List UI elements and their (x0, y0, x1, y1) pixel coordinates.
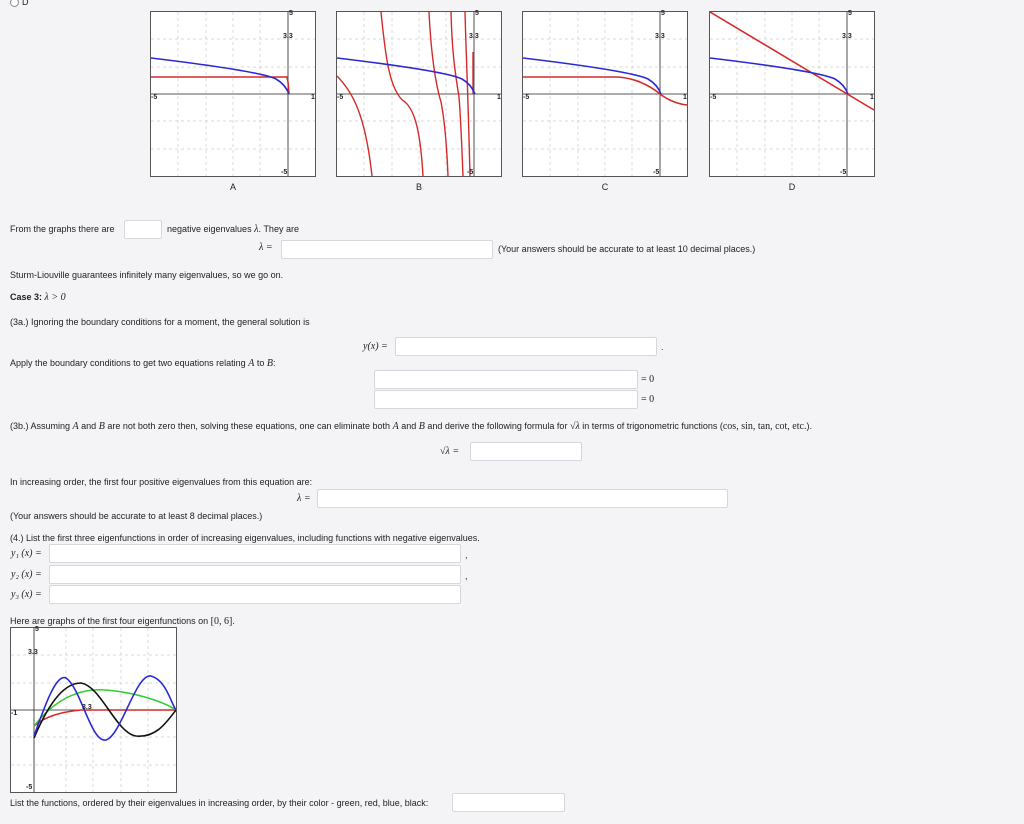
neg-lambda-eq: λ = (259, 242, 273, 253)
bc-equation-1-zero: = 0 (641, 374, 655, 385)
neg-suffix-text: negative eigenvalues (167, 224, 252, 234)
graph-b-label: B (415, 182, 422, 192)
graph-d-ymin: -5 (840, 169, 847, 176)
graph-d (709, 11, 875, 177)
eigenfunction-graph (10, 627, 177, 793)
q3b-t2: are not both zero then, solving these equations, one can eliminate both (107, 421, 391, 431)
sqrt-lambda-input[interactable] (470, 442, 582, 461)
graph-c-label: C (601, 182, 609, 192)
general-solution-period: . (661, 342, 664, 352)
positive-lambda-eq: λ = (297, 493, 311, 504)
bc-equation-2-zero: = 0 (641, 394, 655, 405)
q3b-and2: and (401, 421, 417, 431)
increasing-order-text: In increasing order, the first four positive eigenvalues from this equation are: (10, 477, 313, 487)
q3b-t3: and derive the following formula for (427, 421, 568, 431)
eig-graph-xmin: -1 (11, 710, 18, 717)
y2-comma: , (465, 571, 468, 581)
y1-comma: , (465, 550, 468, 560)
y3-label: y₃ (x) = (11, 589, 42, 600)
option-d-radio[interactable] (10, 0, 19, 7)
accuracy-8-note: (Your answers should be accurate to at least 8 decimal places.) (10, 511, 263, 521)
graph-d-label: D (788, 182, 796, 192)
eig-graph-marker: 3.3 (28, 649, 38, 656)
q3b-and: and (81, 421, 97, 431)
graph-b-marker: 3.3 (469, 33, 479, 40)
graph-c-xmin: -5 (523, 94, 530, 101)
graph-a-ymax: 5 (289, 10, 293, 17)
y2-input[interactable] (49, 565, 461, 584)
y-eq-label: y(x) = (363, 341, 388, 352)
graph-a-marker: 3.3 (283, 33, 293, 40)
neg-count-prefix: From the graphs there are (10, 224, 115, 234)
neg-lambda-input[interactable] (281, 240, 493, 259)
graph-a-ymin: -5 (281, 169, 288, 176)
list-colors-text: List the functions, ordered by their eigenvalues in increasing order, by their color - green, red, blue, black: (10, 798, 429, 808)
graph-c-xmax: 1 (683, 94, 687, 101)
graph-b-xmin: -5 (337, 94, 344, 101)
graph-a-xmin: -5 (151, 94, 158, 101)
graph-d-xmax: 1 (870, 94, 874, 101)
neg-count-suffix (167, 224, 299, 235)
graph-c-ymax: 5 (661, 10, 665, 17)
graph-d-xmin: -5 (710, 94, 717, 101)
sqrt-lambda-eq: √λ = (440, 446, 460, 457)
graph-b-xmax: 1 (497, 94, 501, 101)
graph-d-ymax: 5 (848, 10, 852, 17)
bc-equation-1-input[interactable] (374, 370, 638, 389)
positive-eigenvalues-input[interactable] (317, 489, 728, 508)
apply-bc-to: to (256, 358, 265, 368)
graph-c-marker: 3.3 (655, 33, 665, 40)
q4-text: (4.) List the first three eigenfunctions in order of increasing eigenvalues, including functions with negative eigenvalues. (10, 533, 480, 543)
graph-a-xmax: 1 (311, 94, 315, 101)
graph-a (150, 11, 316, 177)
q3b-a: A (72, 421, 79, 432)
neg-they-are: . They are (258, 224, 299, 234)
graph-b-ymax: 5 (475, 10, 479, 17)
q3b-b: B (98, 421, 105, 432)
q3b-sqrt: √λ (569, 421, 580, 432)
here-text: Here are graphs of the first four eigenfunctions on (10, 616, 209, 626)
sturm-text: Sturm-Liouville guarantees infinitely many eigenvalues, so we go on. (10, 270, 284, 280)
here-graphs-text (10, 616, 235, 627)
graph-d-marker: 3.3 (842, 33, 852, 40)
here-end: . (232, 616, 235, 626)
case3-label: Case 3: (10, 292, 43, 302)
neg-lambda: λ (254, 224, 259, 235)
q3b-text (10, 421, 812, 432)
apply-bc-text (10, 358, 275, 369)
q3b-t4: in terms of trigonometric functions ( (582, 421, 723, 431)
apply-bc-main: Apply the boundary conditions to get two equations relating (10, 358, 246, 368)
graph-c-ymin: -5 (653, 169, 660, 176)
neg-count-input[interactable] (124, 220, 162, 239)
apply-bc-b: B (266, 358, 273, 369)
option-d-label: D (22, 0, 29, 7)
y1-input[interactable] (49, 544, 461, 563)
q3b-t5: ). (806, 421, 812, 431)
general-solution-input[interactable] (395, 337, 657, 356)
eig-graph-ymin: -5 (26, 784, 33, 791)
y2-label: y₂ (x) = (11, 569, 42, 580)
bc-equation-2-input[interactable] (374, 390, 638, 409)
color-order-input[interactable] (452, 793, 565, 812)
q3b-funcs: cos, sin, tan, cot, etc. (722, 421, 807, 432)
case3-cond: λ > 0 (44, 292, 66, 303)
q3b-b2: B (418, 421, 425, 432)
apply-bc-a: A (248, 358, 255, 369)
y1-label: y₁ (x) = (11, 548, 42, 559)
apply-bc-colon: : (272, 358, 276, 368)
case3 (10, 292, 66, 303)
eig-graph-ymax: 5 (35, 626, 39, 633)
q3b-t1: (3b.) Assuming (10, 421, 71, 431)
graph-a-label: A (229, 182, 236, 192)
y3-input[interactable] (49, 585, 461, 604)
q3b-a2: A (392, 421, 399, 432)
neg-accuracy-note: (Your answers should be accurate to at least 10 decimal places.) (498, 244, 756, 254)
graph-c (522, 11, 688, 177)
q3a-text: (3a.) Ignoring the boundary conditions for a moment, the general solution is (10, 317, 310, 327)
graph-b (336, 11, 502, 177)
graph-b-ymin: -5 (467, 169, 474, 176)
here-interval: [0, 6] (210, 616, 233, 627)
eig-graph-mid-marker: 3.3 (82, 704, 92, 711)
